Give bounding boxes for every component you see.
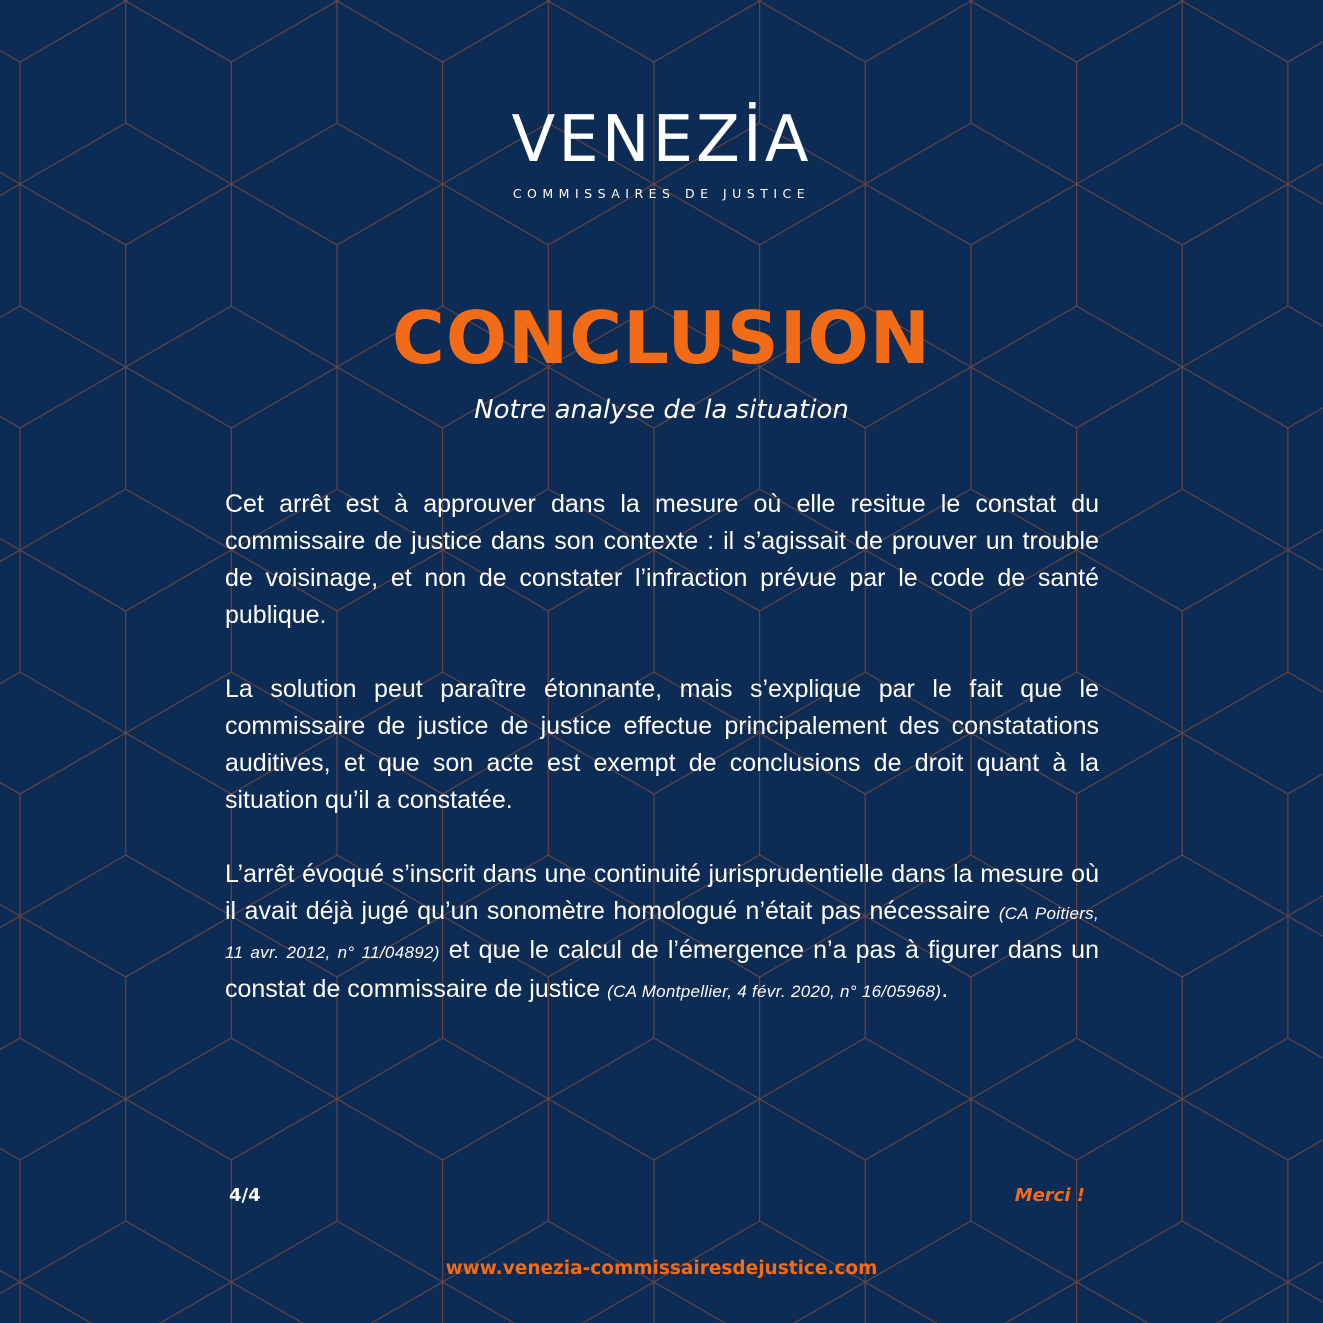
page-title: CONCLUSION xyxy=(391,296,932,380)
paragraph-3-text-b: et que le calcul de l’émergence n’a pas à figurer dans un constat de commissaire de justice xyxy=(225,936,1099,1003)
thanks-label: Merci ! xyxy=(1014,1185,1085,1206)
paragraph-3-end: . xyxy=(941,975,949,1003)
logo-wordmark: VENEZİA xyxy=(511,103,812,177)
website-link[interactable]: www.venezia-commissairesdejustice.com xyxy=(445,1258,878,1279)
citation-montpellier: (CA Montpellier, 4 févr. 2020, n° 16/05968) xyxy=(607,982,942,1001)
citation-poitiers: (CA Poitiers, 11 avr. 2012, n° 11/04892) xyxy=(225,904,1099,962)
body-text xyxy=(225,486,1099,1047)
paragraph-2: La solution peut paraître étonnante, mais s’explique par le fait que le commissaire de justice de justice effectue principalement des constatations auditives, et que son acte est exempt de conclusions de droit quant à la situation qu’il a constatée. xyxy=(225,675,1099,814)
paragraph-3 xyxy=(225,856,1099,1010)
logo-tagline: COMMISSAIRES DE JUSTICE xyxy=(512,186,811,201)
venezia-logo xyxy=(0,100,1323,201)
paragraph-1: Cet arrêt est à approuver dans la mesure où elle resitue le constat du commissaire de justice dans son contexte : il s’agissait de prouver un trouble de voisinage, et non de constater l’infraction prévue par le code de santé publique. xyxy=(225,490,1099,629)
page-number: 4/4 xyxy=(229,1185,261,1206)
page-subtitle: Notre analyse de la situation xyxy=(474,395,849,425)
paragraph-3-text-a: L’arrêt évoqué s’inscrit dans une continuité jurisprudentielle dans la mesure où il avait déjà jugé qu’un sonomètre homologué n’était pas nécessaire xyxy=(225,860,1099,925)
